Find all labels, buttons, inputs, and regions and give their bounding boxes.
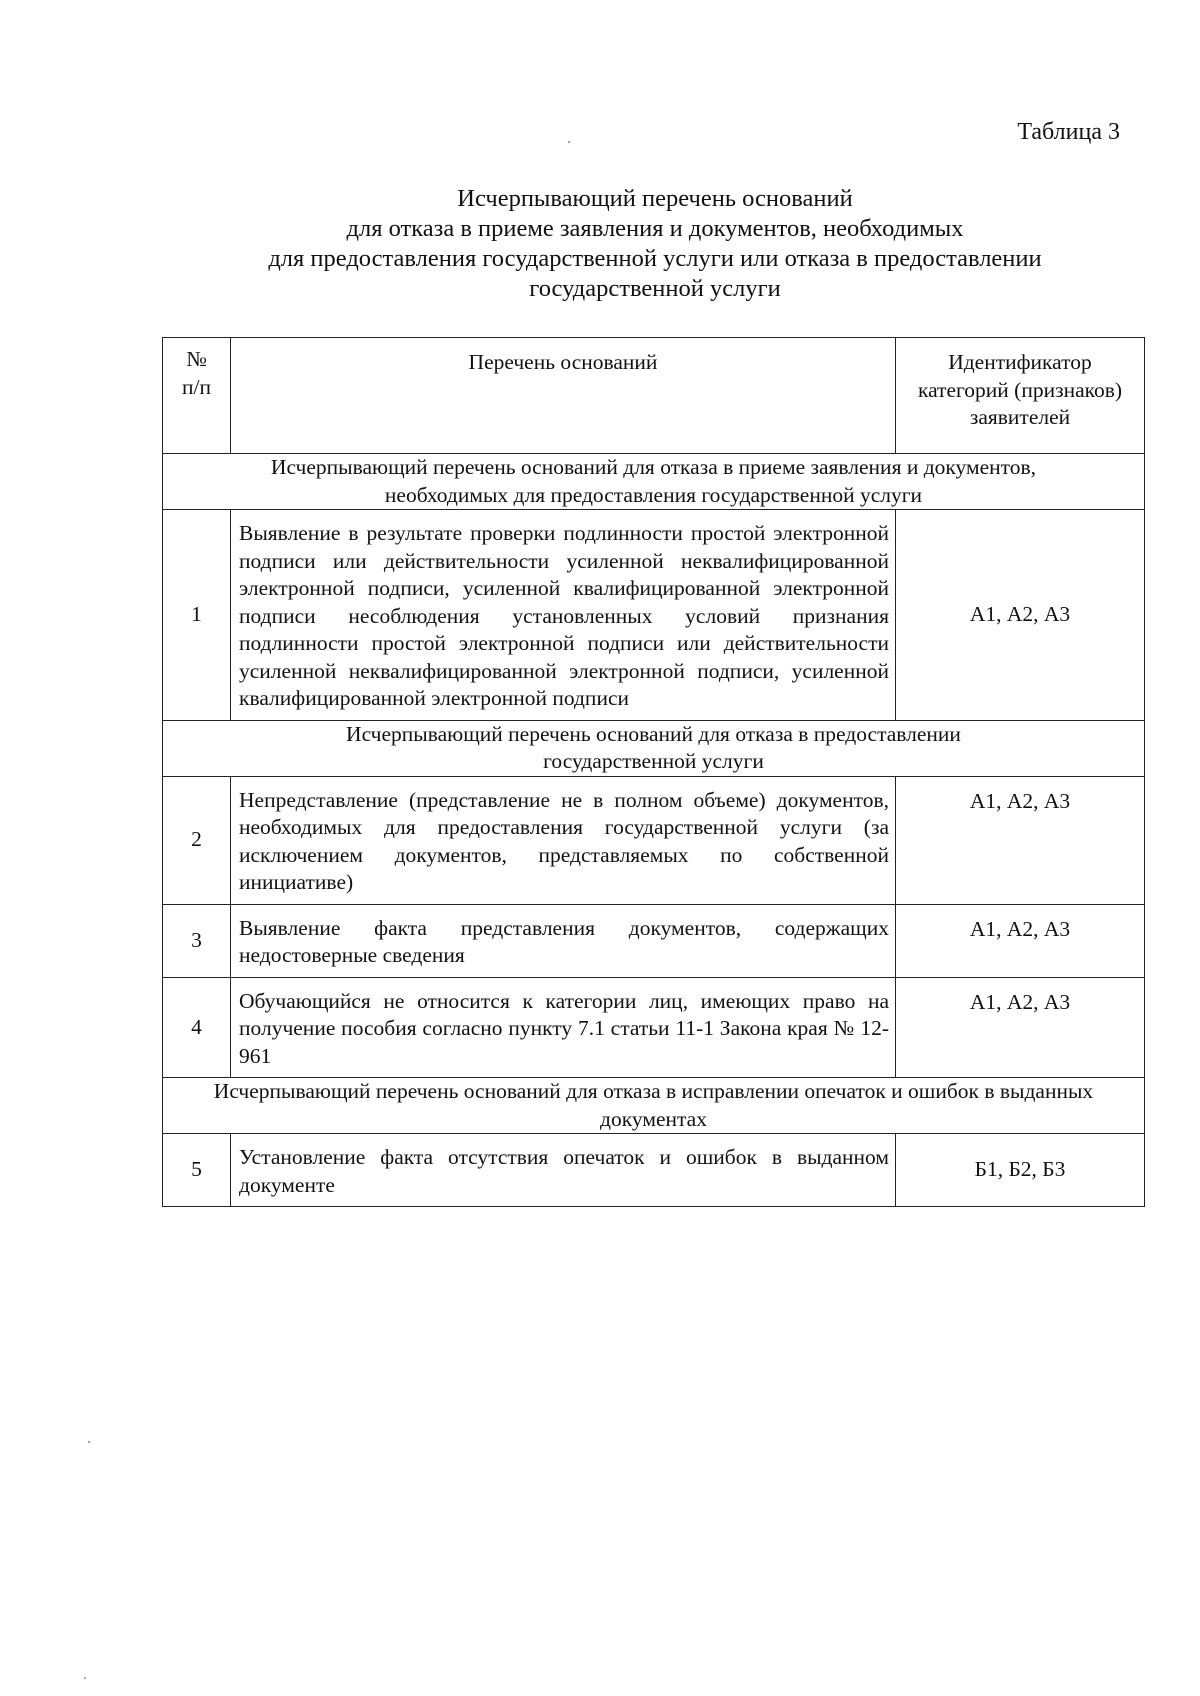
header-number xyxy=(163,338,231,454)
header-identifier-label: Идентификатор категорий (признаков) заявителей xyxy=(917,350,1123,429)
title-line: для отказа в приеме заявления и документов, необходимых xyxy=(346,215,964,242)
row-number: 1 xyxy=(163,510,231,721)
row-reason-text: Непредставление (представление не в полном объеме) документов, необходимых для предоставления государственной услуги (за исключением документов, представляемых по собственной инициативе) xyxy=(231,776,896,904)
section-title-text: Исчерпывающий перечень оснований для отказа в предоставлении государственной услуги xyxy=(346,721,961,773)
section-title xyxy=(163,1078,1145,1134)
row-identifier: А1, А2, А3 xyxy=(896,510,1145,721)
header-number-label: № п/п xyxy=(182,347,211,399)
scan-speck xyxy=(88,1441,90,1443)
row-identifier: Б1, Б2, Б3 xyxy=(896,1134,1145,1207)
table-row xyxy=(163,510,1145,721)
section-title-text: Исчерпывающий перечень оснований для отказа в приеме заявления и документов, необходимых для предоставления государственной услуги xyxy=(270,455,1037,507)
row-number: 4 xyxy=(163,977,231,1078)
section-title xyxy=(163,454,1145,510)
grounds-table xyxy=(162,337,1145,1207)
table-header-row xyxy=(163,338,1145,454)
table-row xyxy=(163,904,1145,977)
header-reasons: Перечень оснований xyxy=(231,338,896,454)
scan-speck xyxy=(568,141,570,143)
row-reason-text: Выявление в результате проверки подлинности простой электронной подписи или действительности усиленной неквалифицированной электронной подписи, усиленной квалифицированной электронной подписи несоблюдения установленных условий признания подлинности простой электронной подписи или действительности усиленной неквалифицированной электронной подписи, усиленной квалифицированной электронной подписи xyxy=(231,510,896,721)
header-identifier xyxy=(896,338,1145,454)
section-row xyxy=(163,454,1145,510)
row-reason-text: Выявление факта представления документов, содержащих недостоверные сведения xyxy=(231,904,896,977)
section-title-text: Исчерпывающий перечень оснований для отказа в исправлении опечаток и ошибок в выданных документах xyxy=(213,1079,1094,1131)
section-title xyxy=(163,720,1145,776)
row-number: 3 xyxy=(163,904,231,977)
table-number: Таблица 3 xyxy=(1017,119,1120,145)
row-reason-text: Установление факта отсутствия опечаток и ошибок в выданном документе xyxy=(231,1134,896,1207)
document-title xyxy=(160,184,1150,304)
row-number: 5 xyxy=(163,1134,231,1207)
title-line: для предоставления государственной услуги или отказа в предоставлении xyxy=(268,245,1042,272)
row-identifier: А1, А2, А3 xyxy=(896,904,1145,977)
table-row xyxy=(163,776,1145,904)
title-line: государственной услуги xyxy=(529,275,781,302)
title-line: Исчерпывающий перечень оснований xyxy=(457,185,853,212)
section-row xyxy=(163,1078,1145,1134)
scan-speck xyxy=(84,1677,86,1679)
section-row xyxy=(163,720,1145,776)
row-identifier: А1, А2, А3 xyxy=(896,776,1145,904)
row-reason-text: Обучающийся не относится к категории лиц, имеющих право на получение пособия согласно пункту 7.1 статьи 11-1 Закона края № 12-961 xyxy=(231,977,896,1078)
table-row xyxy=(163,1134,1145,1207)
row-identifier: А1, А2, А3 xyxy=(896,977,1145,1078)
table-row xyxy=(163,977,1145,1078)
row-number: 2 xyxy=(163,776,231,904)
